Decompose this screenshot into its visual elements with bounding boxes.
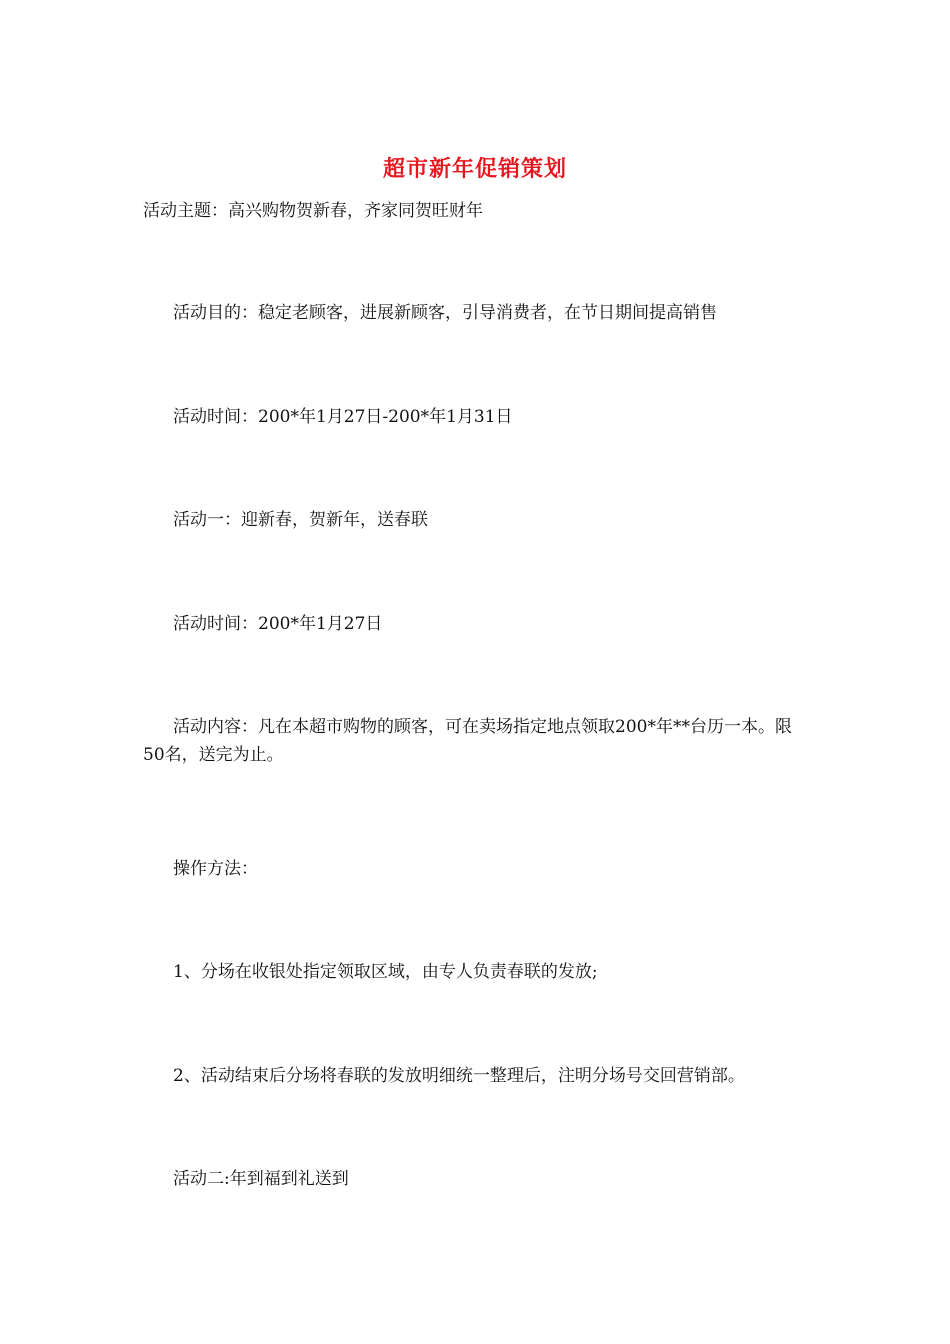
paragraph-activity-one-time: 活动时间：200*年1月27日 bbox=[173, 614, 383, 634]
paragraph-purpose: 活动目的：稳定老顾客，进展新顾客，引导消费者，在节日期间提高销售 bbox=[173, 303, 717, 323]
paragraph-theme: 活动主题：高兴购物贺新春，齐家同贺旺财年 bbox=[143, 201, 483, 221]
paragraph-method-2: 2、活动结束后分场将春联的发放明细统一整理后，注明分场号交回营销部。 bbox=[173, 1066, 745, 1086]
paragraph-activity-two: 活动二:年到福到礼送到 bbox=[173, 1169, 349, 1189]
paragraph-activity-one: 活动一：迎新春，贺新年，送春联 bbox=[173, 510, 428, 530]
paragraph-method-1: 1、分场在收银处指定领取区域，由专人负责春联的发放; bbox=[173, 962, 598, 982]
paragraph-time: 活动时间：200*年1月27日-200*年1月31日 bbox=[173, 407, 513, 427]
paragraph-activity-one-content: 活动内容：凡在本超市购物的顾客，可在卖场指定地点领取200*年**台历一本。限50名，送完为止。 bbox=[143, 717, 792, 765]
paragraph-method-heading: 操作方法： bbox=[173, 859, 258, 879]
document-title: 超市新年促销策划 bbox=[382, 156, 567, 182]
